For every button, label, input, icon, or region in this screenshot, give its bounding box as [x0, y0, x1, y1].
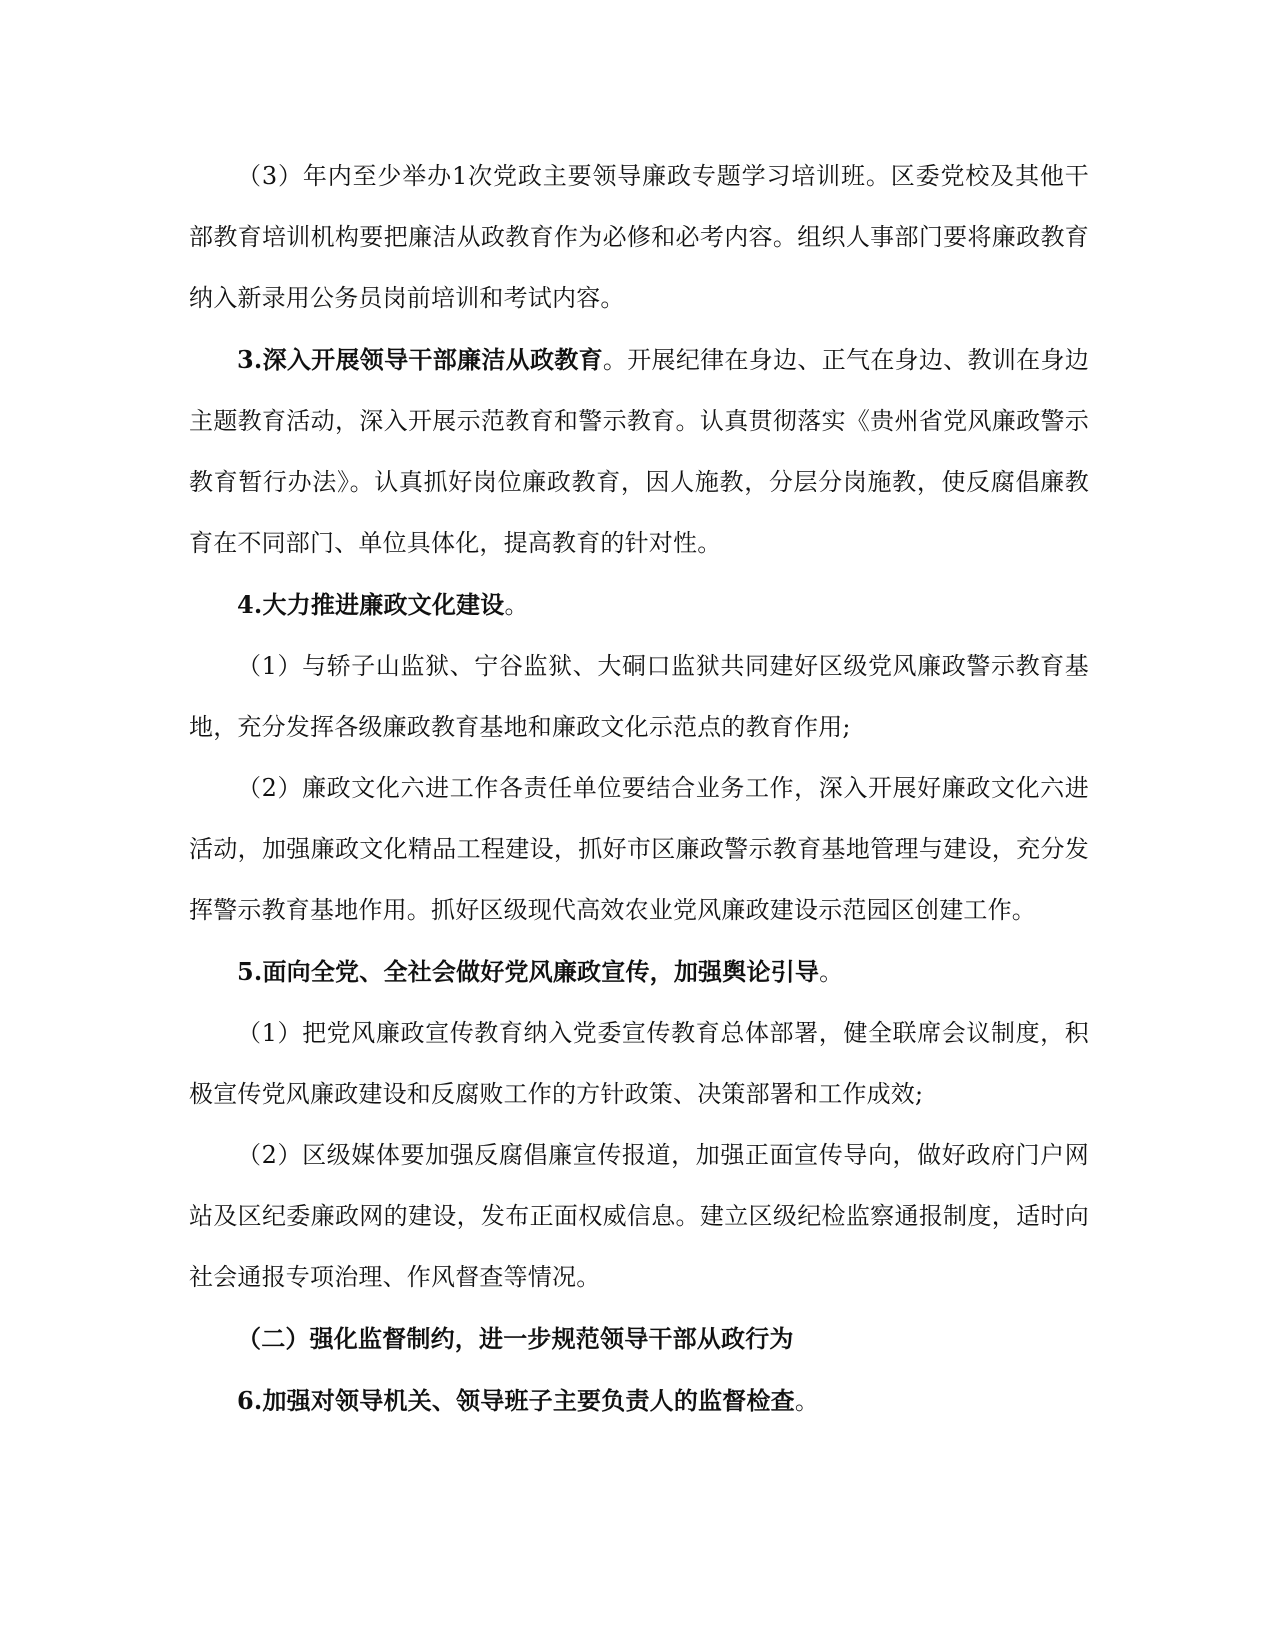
paragraph-prison-base — [189, 636, 1089, 758]
paragraph-media — [189, 1125, 1089, 1308]
paragraph-supervision-heading — [189, 1370, 1089, 1432]
section-heading-6: 6.加强对领导机关、领导班子主要负责人的监督检查 — [237, 1386, 795, 1415]
paragraph-text: （3）年内至少举办1次党政主要领导廉政专题学习培训班。区委党校及其他干部教育培训机构要把廉洁从政教育作为必修和必考内容。组织人事部门要将廉政教育纳入新录用公务员岗前培训和考试内容。 — [189, 162, 1089, 312]
paragraph-text: 。 — [819, 958, 844, 986]
section-heading-2: （二）强化监督制约，进一步规范领导干部从政行为 — [237, 1324, 794, 1353]
paragraph-text: （1）把党风廉政宣传教育纳入党委宣传教育总体部署，健全联席会议制度，积极宣传党风廉政建设和反腐败工作的方针政策、决策部署和工作成效; — [189, 1019, 1089, 1108]
paragraph-six-entries — [189, 758, 1089, 941]
paragraph-publicity-deploy — [189, 1003, 1089, 1125]
paragraph-publicity-heading — [189, 941, 1089, 1003]
paragraph-text: 。开展纪律在身边、正气在身边、教训在身边主题教育活动，深入开展示范教育和警示教育。认真贯彻落实《贵州省党风廉政警示教育暂行办法》。认真抓好岗位廉政教育，因人施教，分层分岗施教，使反腐倡廉教育在不同部门、单位具体化，提高教育的针对性。 — [189, 346, 1089, 557]
section-heading-4: 4.大力推进廉政文化建设 — [237, 590, 505, 619]
paragraph-text: （1）与轿子山监狱、宁谷监狱、大硐口监狱共同建好区级党风廉政警示教育基地，充分发挥各级廉政教育基地和廉政文化示范点的教育作用; — [189, 652, 1089, 741]
paragraph-training-class — [189, 146, 1089, 329]
section-heading-5: 5.面向全党、全社会做好党风廉政宣传，加强舆论引导 — [237, 957, 820, 986]
section-heading-3: 3.深入开展领导干部廉洁从政教育 — [237, 345, 603, 374]
document-page — [189, 146, 1089, 1432]
paragraph-text: 。 — [794, 1387, 820, 1415]
paragraph-leader-education — [189, 329, 1089, 574]
subsection-heading-supervision — [189, 1308, 1089, 1370]
paragraph-text: （2）廉政文化六进工作各责任单位要结合业务工作，深入开展好廉政文化六进活动，加强廉政文化精品工程建设，抓好市区廉政警示教育基地管理与建设，充分发挥警示教育基地作用。抓好区级现代高效农业党风廉政建设示范园区创建工作。 — [189, 774, 1089, 924]
paragraph-text: 。 — [504, 591, 529, 619]
paragraph-culture-heading — [189, 574, 1089, 636]
paragraph-text: （2）区级媒体要加强反腐倡廉宣传报道，加强正面宣传导向，做好政府门户网站及区纪委廉政网的建设，发布正面权威信息。建立区级纪检监察通报制度，适时向社会通报专项治理、作风督查等情况。 — [189, 1141, 1089, 1291]
